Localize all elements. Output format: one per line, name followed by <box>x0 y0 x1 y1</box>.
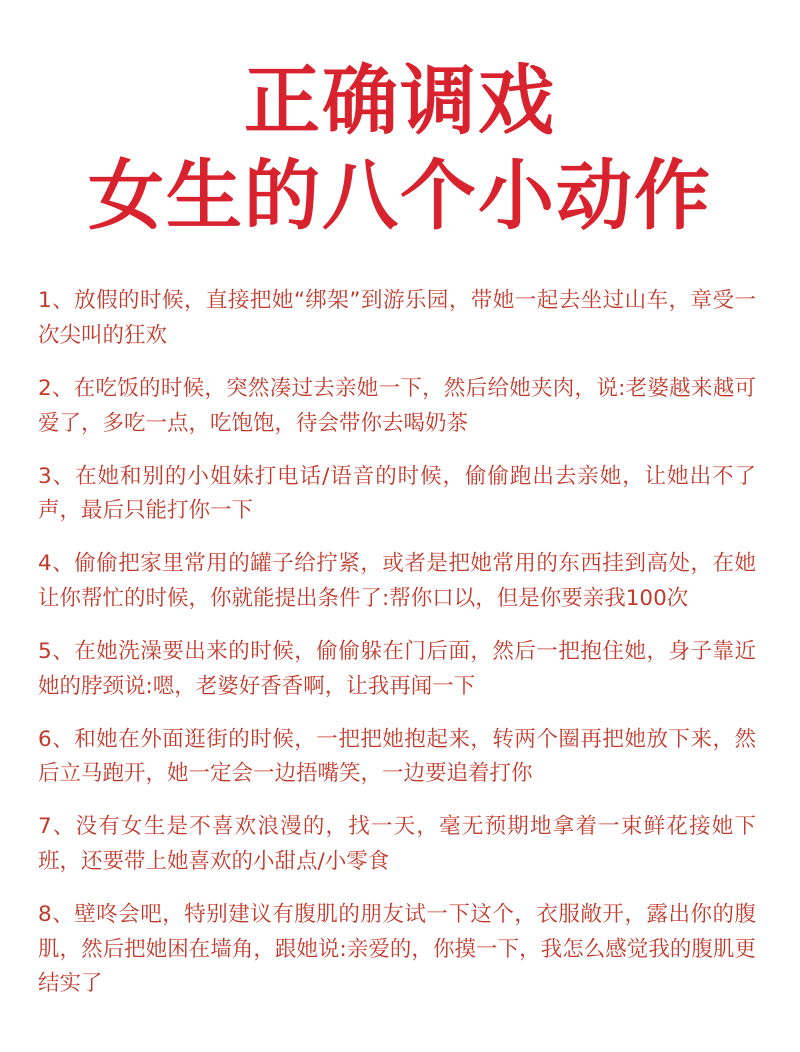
title-line-1: 正确调戏 <box>244 56 556 145</box>
list-item: 2、在吃饭的时候，突然凑过去亲她一下，然后给她夹肉，说:老婆越来越可爱了，多吃一点，吃饱饱，待会带你去喝奶茶 <box>38 375 756 436</box>
list-item: 8、壁咚会吧，特别建议有腹肌的朋友试一下这个，衣服敞开，露出你的腹肌，然后把她困在墙角，跟她说:亲爱的，你摸一下，我怎么感觉我的腹肌更结实了 <box>38 901 756 997</box>
list-item: 3、在她和别的小姐妹打电话/语音的时候，偷偷跑出去亲她，让她出不了声，最后只能打你一下 <box>38 463 756 524</box>
list-item: 1、放假的时候，直接把她“绑架”到游乐园，带她一起去坐过山车，章受一次尖叫的狂欢 <box>38 288 756 349</box>
poster-title <box>0 0 800 241</box>
list-item: 5、在她洗澡要出来的时候，偷偷躲在门后面，然后一把抱住她，身子靠近她的脖颈说:嗯，老婆好香香啊，让我再闻一下 <box>38 638 756 699</box>
list-item: 6、和她在外面逛街的时候，一把把她抱起来，转两个圈再把她放下来，然后立马跑开，她一定会一边捂嘴笑，一边要追着打你 <box>38 726 756 787</box>
tips-list <box>0 284 800 1002</box>
list-item: 4、偷偷把家里常用的罐子给拧紧，或者是把她常用的东西挂到高处，在她让你帮忙的时候，你就能提出条件了:帮你口以，但是你要亲我100次 <box>38 551 756 612</box>
list-item: 7、没有女生是不喜欢浪漫的，找一天，毫无预期地拿着一束鲜花接她下班，还要带上她喜欢的小甜点/小零食 <box>38 814 756 874</box>
title-line-2: 女生的八个小动作 <box>88 151 712 241</box>
